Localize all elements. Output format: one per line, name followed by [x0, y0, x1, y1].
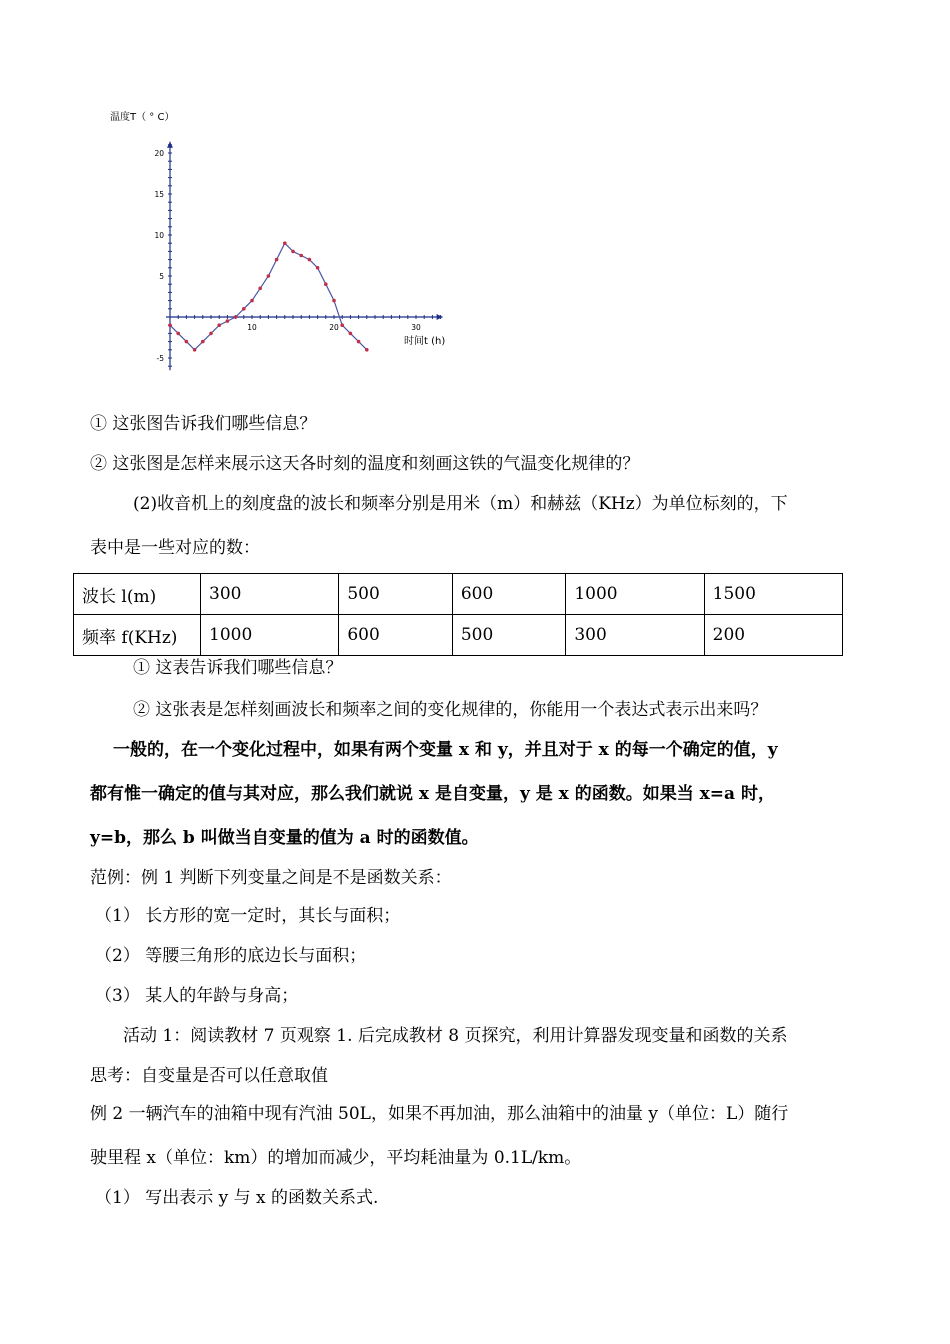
- data-point: [308, 258, 312, 262]
- table-cell: 300: [566, 615, 704, 656]
- table-cell: 200: [704, 615, 842, 656]
- table-cell: 波长 l(m): [74, 574, 201, 615]
- y-tick-label: 10: [154, 231, 164, 240]
- data-point: [332, 299, 336, 303]
- data-point: [250, 299, 254, 303]
- table-row: [74, 615, 843, 656]
- question-table-info: ① 这表告诉我们哪些信息？: [133, 658, 343, 678]
- wavelength-frequency-table: [73, 573, 843, 656]
- example1-item1: （1） 长方形的宽一定时，其长与面积；: [95, 906, 401, 926]
- data-point: [201, 340, 205, 344]
- example2-question1: （1） 写出表示 y 与 x 的函数关系式.: [95, 1188, 379, 1208]
- table-cell: 500: [452, 615, 566, 656]
- chart-series: [168, 241, 368, 351]
- example1-item3: （3） 某人的年龄与身高；: [95, 986, 299, 1006]
- data-point: [283, 241, 287, 245]
- table-cell: 300: [201, 574, 339, 615]
- data-point: [217, 323, 221, 327]
- data-point: [365, 348, 369, 352]
- definition-line3: y=b，那么 b 叫做当自变量的值为 a 时的函数值。: [90, 828, 479, 848]
- think-question: 思考：自变量是否可以任意取值: [90, 1066, 328, 1086]
- series-line-temperature: [170, 243, 367, 350]
- chart-ticks: [154, 145, 440, 366]
- definition-line2: 都有惟一确定的值与其对应，那么我们就说 x 是自变量，y 是 x 的函数。如果当 x=a 时，: [90, 784, 775, 804]
- example2-line2: 驶里程 x（单位：km）的增加而减少，平均耗油量为 0.1L/km。: [90, 1148, 582, 1168]
- data-point: [275, 258, 279, 262]
- data-point: [193, 348, 197, 352]
- data-point: [267, 274, 271, 278]
- table-cell: 1000: [201, 615, 339, 656]
- x-tick-label: 30: [411, 323, 421, 332]
- data-point: [176, 332, 180, 336]
- data-point: [185, 340, 189, 344]
- table-row: [74, 574, 843, 615]
- data-point: [168, 323, 172, 327]
- table-cell: 500: [339, 574, 453, 615]
- data-point: [242, 307, 246, 311]
- y-tick-label: 20: [154, 149, 164, 158]
- y-tick-label: -5: [156, 354, 164, 363]
- activity1: 活动 1：阅读教材 7 页观察 1. 后完成教材 8 页探究，利用计算器发现变量和函数的关系: [123, 1026, 788, 1046]
- data-point: [291, 250, 295, 254]
- x-axis-arrow: [437, 314, 443, 320]
- example1-item2: （2） 等腰三角形的底边长与面积；: [95, 946, 367, 966]
- data-point: [340, 323, 344, 327]
- temperature-chart: [100, 100, 460, 385]
- radio-paragraph-line1: (2)收音机上的刻度盘的波长和频率分别是用米（m）和赫兹（KHz）为单位标刻的，下: [133, 494, 788, 514]
- table-cell: 1000: [566, 574, 704, 615]
- table-cell: 600: [452, 574, 566, 615]
- data-point: [357, 340, 361, 344]
- data-point: [349, 332, 353, 336]
- table-cell: 1500: [704, 574, 842, 615]
- data-point: [226, 319, 230, 323]
- example1-heading: 范例：例 1 判断下列变量之间是不是函数关系：: [90, 868, 452, 888]
- data-point: [324, 282, 328, 286]
- x-tick-label: 20: [329, 323, 339, 332]
- question-table-rule: ② 这张表是怎样刻画波长和频率之间的变化规律的，你能用一个表达式表示出来吗？: [133, 700, 768, 720]
- x-axis-label: 时间t (h): [404, 336, 446, 347]
- data-point: [209, 332, 213, 336]
- y-axis-label: 温度T（ ° C）: [110, 112, 175, 123]
- chart-axes: [166, 142, 446, 370]
- data-point: [234, 315, 238, 319]
- table-cell: 600: [339, 615, 453, 656]
- radio-paragraph-line2: 表中是一些对应的数：: [90, 538, 260, 558]
- y-tick-label: 5: [159, 272, 164, 281]
- data-point: [316, 266, 320, 270]
- definition-line1: 一般的，在一个变化过程中，如果有两个变量 x 和 y，并且对于 x 的每一个确定的值，y: [113, 740, 778, 760]
- table-cell: 频率 f(KHz): [74, 615, 201, 656]
- question-chart-info: ① 这张图告诉我们哪些信息？: [90, 414, 317, 434]
- data-point: [299, 254, 303, 258]
- question-chart-method: ② 这张图是怎样来展示这天各时刻的温度和刻画这铁的气温变化规律的？: [90, 454, 640, 474]
- example2-line1: 例 2 一辆汽车的油箱中现有汽油 50L，如果不再加油，那么油箱中的油量 y（单位：L）随行: [90, 1104, 789, 1124]
- x-tick-label: 10: [247, 323, 257, 332]
- data-point: [258, 287, 262, 291]
- y-tick-label: 15: [154, 190, 164, 199]
